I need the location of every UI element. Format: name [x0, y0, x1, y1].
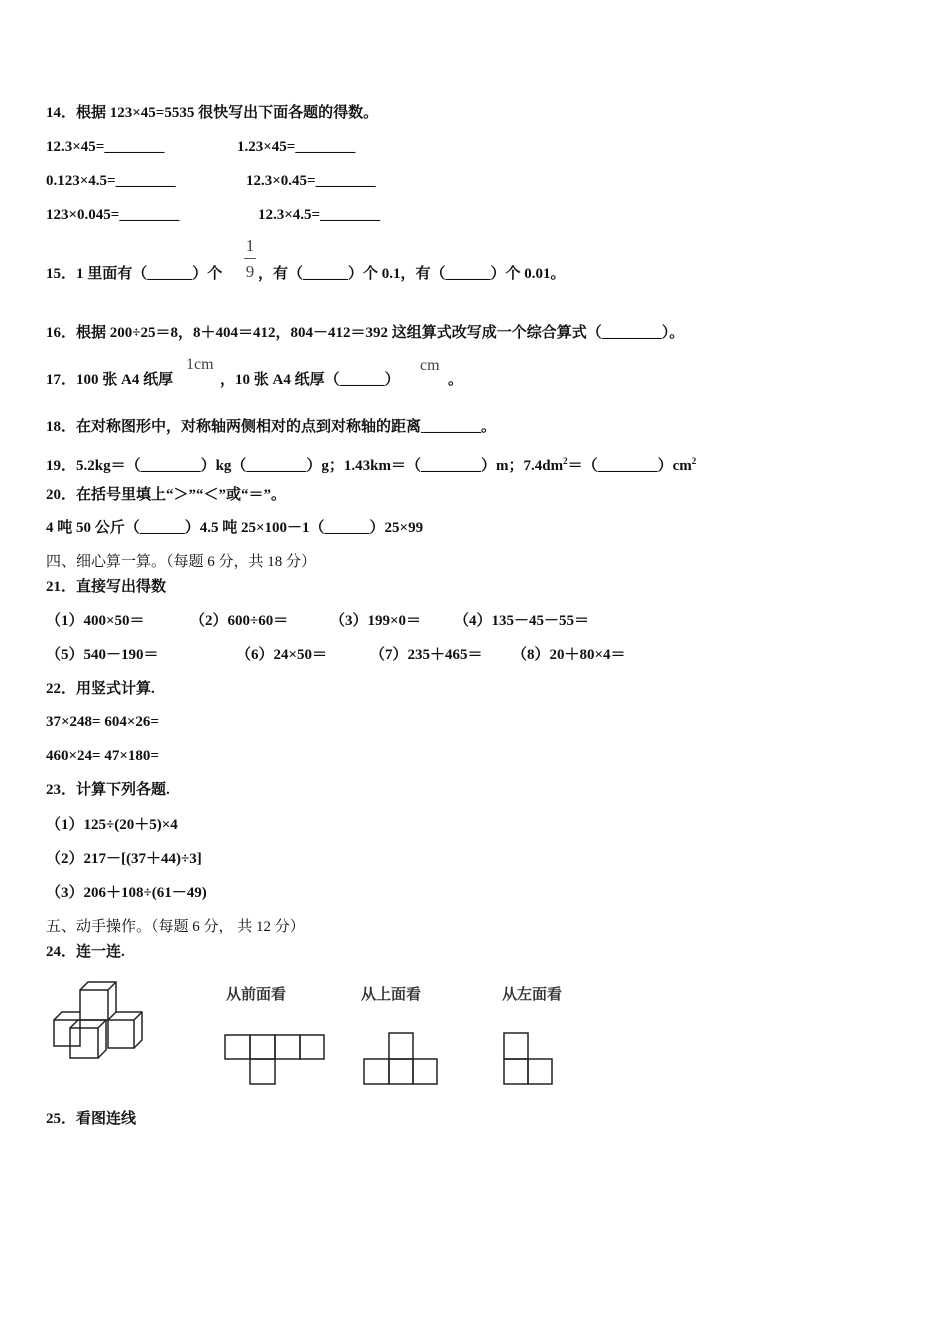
q21-item-4: （4）135－45－55＝ — [454, 613, 590, 629]
section5-title: 五、动手操作。（每题 6 分， 共 12 分） — [46, 919, 305, 935]
q22-line1: 37×248= 604×26= — [46, 714, 159, 730]
cube-figure — [48, 978, 148, 1060]
q19-text — [46, 451, 696, 476]
q25-title: 25．看图连线 — [46, 1111, 137, 1127]
top-view-shape — [363, 1032, 439, 1086]
q21-item-6: （6）24×50＝ — [236, 647, 328, 663]
q17-unit1: 1cm — [186, 356, 214, 373]
q21-item-8: （8）20＋80×4＝ — [512, 647, 626, 663]
q15-frac-denominator: 9 — [245, 262, 255, 281]
q14-item-e: 123×0.045=________ — [46, 207, 180, 223]
q17-part1: 17．100 张 A4 纸厚 — [46, 372, 174, 388]
q21-item-5: （5）540－190＝ — [46, 647, 159, 663]
q22-title: 22．用竖式计算. — [46, 681, 155, 697]
q15-frac-numerator: 1 — [245, 236, 255, 255]
q20-title: 20．在括号里填上“＞”“＜”或“＝”。 — [46, 487, 287, 503]
q23-title: 23．计算下列各题. — [46, 782, 170, 798]
q21-item-7: （7）235＋465＝ — [370, 647, 483, 663]
q23-item-1: （1）125÷(20＋5)×4 — [46, 817, 178, 833]
q16-text: 16．根据 200÷25＝8，8＋404＝412，804－412＝392 这组算式改写成一个综合算式（________）。 — [46, 325, 685, 341]
q19-part2: ＝（________）cm — [567, 458, 692, 474]
q21-item-3: （3）199×0＝ — [330, 613, 422, 629]
label-front-view: 从前面看 — [226, 985, 287, 1003]
q22-line2: 460×24= 47×180= — [46, 748, 159, 764]
q21-item-2: （2）600÷60＝ — [190, 613, 289, 629]
q20-line: 4 吨 50 公斤（______）4.5 吨 25×100－1（______）25×99 — [46, 520, 424, 536]
q14-item-c: 0.123×4.5=________ — [46, 173, 176, 189]
q14-item-f: 12.3×4.5=________ — [258, 207, 381, 223]
left-view-shape — [503, 1032, 555, 1086]
q15-frac-bar — [244, 258, 256, 259]
q17-unit2: cm — [420, 357, 440, 374]
q14-item-a: 12.3×45=________ — [46, 139, 165, 155]
q21-item-1: （1）400×50＝ — [46, 613, 145, 629]
q14-title: 14．根据 123×45=5535 很快写出下面各题的得数。 — [46, 105, 379, 121]
q19-sup2: 2 — [691, 456, 697, 466]
q23-item-3: （3）206＋108÷(61－49) — [46, 885, 207, 901]
front-view-shape — [224, 1034, 326, 1086]
label-left-view: 从左面看 — [502, 985, 563, 1003]
q19-part1: 19．5.2kg＝（________）kg（________）g；1.43km＝（________）m；7.4dm — [46, 458, 564, 474]
q18-text: 18．在对称图形中，对称轴两侧相对的点到对称轴的距离________。 — [46, 419, 497, 435]
q17-part3: 。 — [448, 372, 464, 388]
q23-item-2: （2）217－[(37＋44)÷3] — [46, 851, 202, 867]
q24-title: 24．连一连. — [46, 944, 125, 960]
q14-item-d: 12.3×0.45=________ — [246, 173, 376, 189]
q19-sup1: 2 — [563, 456, 568, 466]
q21-title: 21．直接写出得数 — [46, 579, 167, 595]
q17-part2: ，10 张 A4 纸厚（______） — [220, 372, 400, 388]
label-top-view: 从上面看 — [361, 985, 422, 1003]
q14-item-b: 1.23×45=________ — [237, 139, 356, 155]
q15-part2: ，有（______）个 0.1，有（______）个 0.01。 — [258, 266, 566, 282]
q15-part1: 15．1 里面有（______）个 — [46, 266, 223, 282]
section4-title: 四、细心算一算。（每题 6 分，共 18 分） — [46, 554, 317, 570]
